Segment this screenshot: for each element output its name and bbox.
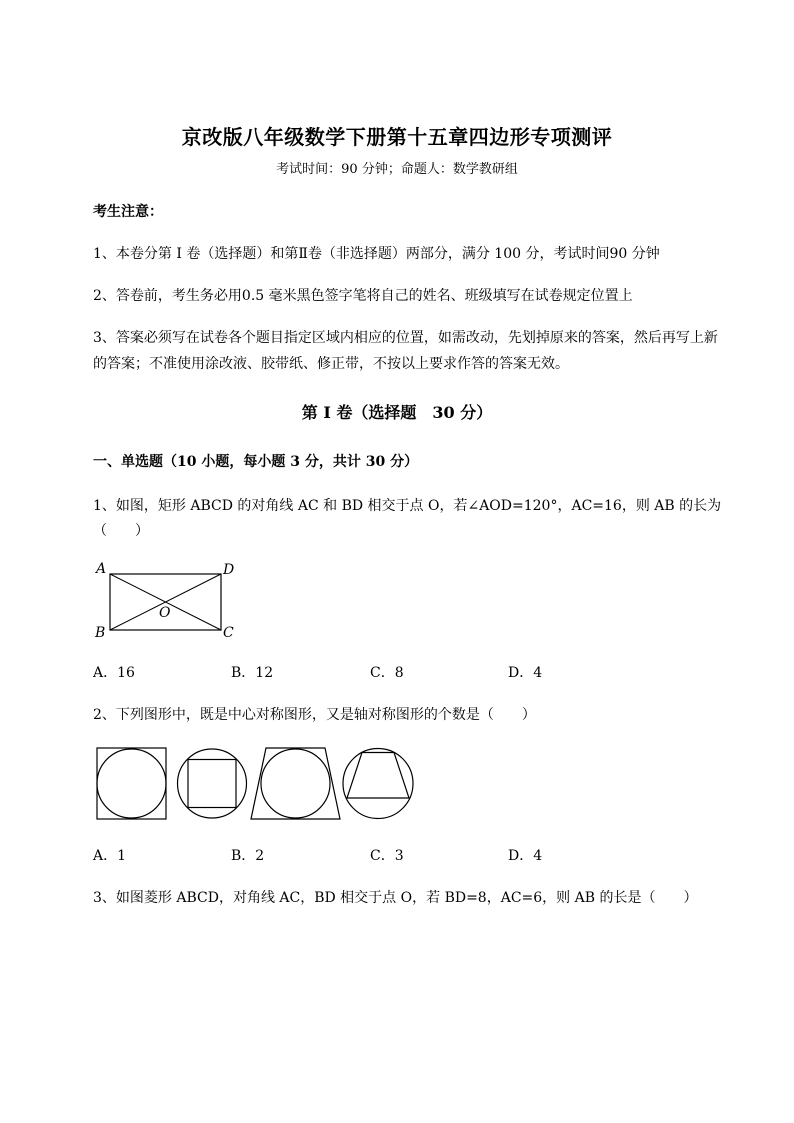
rectangle-figure	[90, 555, 250, 645]
label-a: A	[96, 561, 107, 577]
q1-option-a[interactable]: A．16	[93, 665, 135, 681]
q2-option-b[interactable]: B．2	[231, 848, 265, 864]
notice-item-3-line-1: 3、答案必须写在试卷各个题目指定区域内相应的位置，如需改动，先划掉原来的答案，然后再写上新	[93, 330, 718, 346]
q1-option-d[interactable]: D．4	[508, 665, 543, 681]
figure-trapezoid-in-circle	[343, 749, 413, 819]
q2-option-d[interactable]: D．4	[508, 848, 543, 864]
question-1-text: 1、如图，矩形 ABCD 的对角线 AC 和 BD 相交于点 O，若∠AOD=120°，AC=16，则 AB 的长为	[93, 498, 722, 514]
question-2-text: 2、下列图形中，既是中心对称图形，又是轴对称图形的个数是（ ）	[93, 707, 536, 723]
figure-circle-in-trapezoid	[251, 748, 340, 819]
figure-circle-in-square	[97, 748, 166, 819]
exam-info: 考试时间：90 分钟；命题人：数学教研组	[276, 162, 518, 177]
document-title: 京改版八年级数学下册第十五章四边形专项测评	[181, 125, 613, 149]
q2-option-a[interactable]: A．1	[93, 848, 127, 864]
question-1-paren: （ ）	[93, 523, 149, 539]
label-d: D	[223, 562, 235, 578]
shapes-figure	[90, 740, 420, 825]
part-heading: 一、单选题（10 小题，每小题 3 分，共计 30 分）	[93, 454, 419, 470]
notice-heading: 考生注意：	[93, 204, 163, 220]
notice-item-2: 2、答卷前，考生务必用0.5 毫米黑色签字笔将自己的姓名、班级填写在试卷规定位置上	[93, 288, 633, 304]
label-b: B	[95, 625, 106, 641]
q1-option-c[interactable]: C．8	[370, 665, 404, 681]
section-title: 第 I 卷（选择题 30 分）	[301, 403, 493, 422]
question-3-text: 3、如图菱形 ABCD，对角线 AC，BD 相交于点 O，若 BD=8，AC=6，则 AB 的长是（ ）	[93, 890, 698, 906]
label-o: O	[159, 605, 171, 621]
notice-item-1: 1、本卷分第 I 卷（选择题）和第Ⅱ卷（非选择题）两部分，满分 100 分，考试时间90 分钟	[93, 246, 660, 262]
q1-option-b[interactable]: B．12	[231, 665, 274, 681]
notice-item-3-line-2: 的答案；不准使用涂改液、胶带纸、修正带，不按以上要求作答的答案无效。	[93, 356, 569, 372]
label-c: C	[223, 625, 234, 641]
figure-square-in-circle	[178, 749, 247, 818]
q2-option-c[interactable]: C．3	[370, 848, 404, 864]
